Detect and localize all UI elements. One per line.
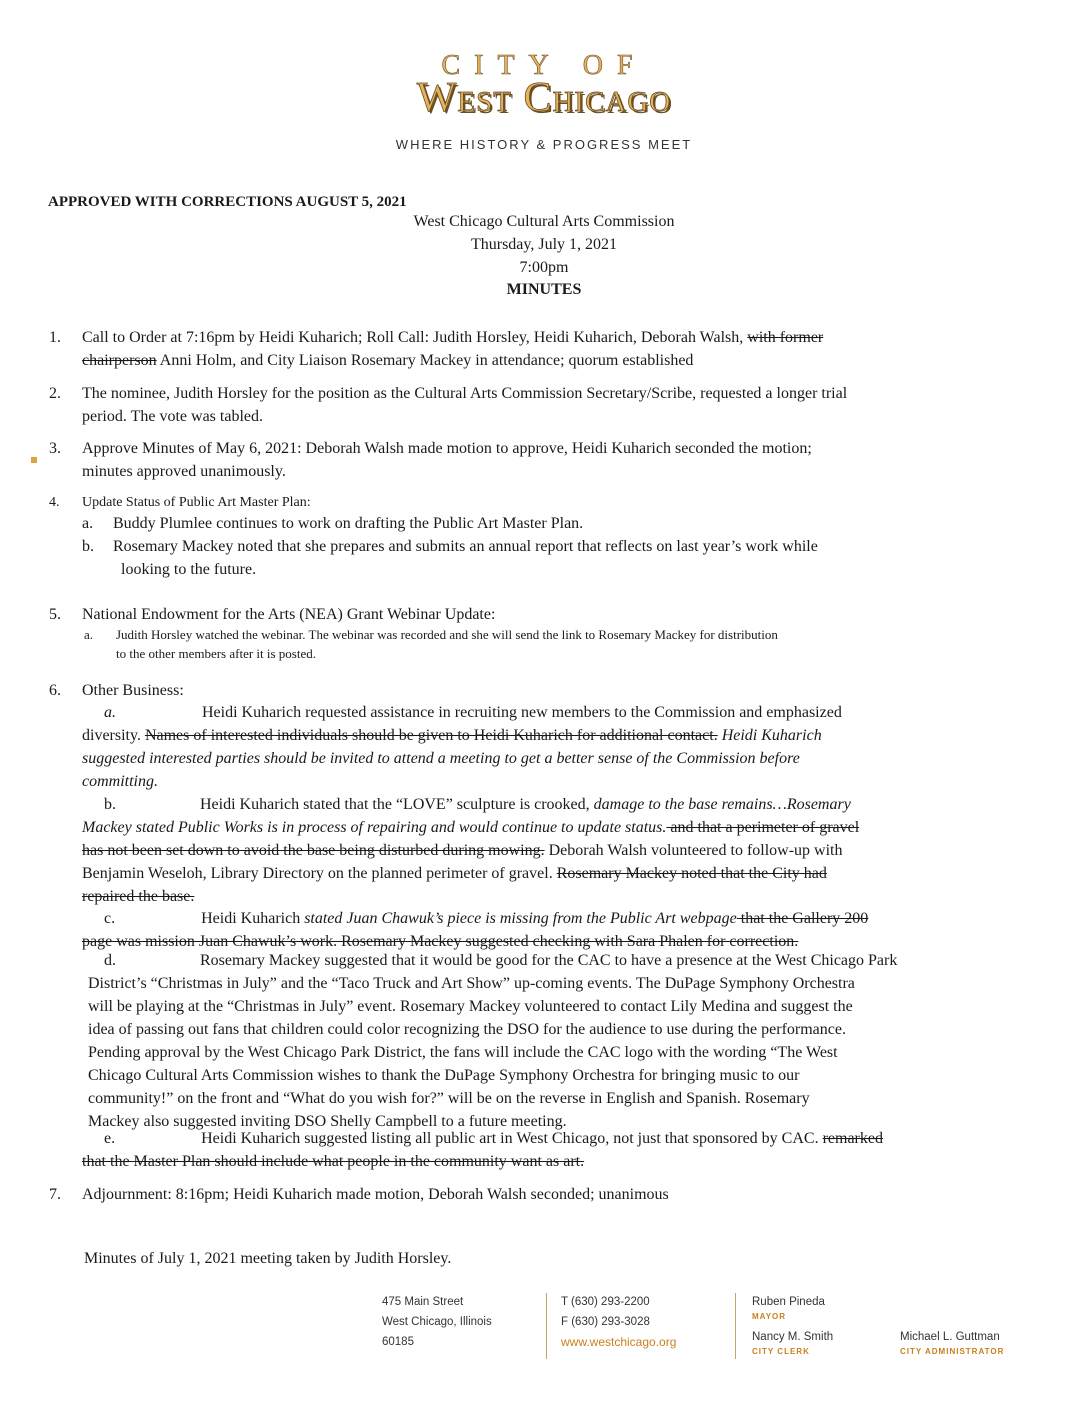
footer-mayor: Ruben Pineda MAYOR bbox=[752, 1296, 825, 1321]
item-nominee: The nominee, Judith Horsley for the position as the Cultural Arts Commission Secretary/Scribe, requested a longer trial period. The vote was tabled. bbox=[82, 385, 848, 425]
item-number: 5. bbox=[49, 606, 61, 623]
item-number: 6. bbox=[49, 682, 61, 699]
sub-label: a. bbox=[84, 627, 94, 642]
minutes-taken-by: Minutes of July 1, 2021 meeting taken by Judith Horsley. bbox=[84, 1250, 452, 1267]
other-business-c: c. Heidi Kuharich stated Juan Chawuk’s piece is missing from the Public Art webpage that the Gallery 200 page was mission Juan Chawuk’s work. Rosemary Mackey suggested checking with Sara Phalen for correction. bbox=[82, 910, 869, 950]
footer-divider bbox=[546, 1293, 547, 1359]
other-business-b: b. Heidi Kuharich stated that the “LOVE” sculpture is crooked, damage to the base remains…Rosemary Mackey stated Public Works is in process of repairing and would continue to update status. and that a perimeter of gravel has not been set down to avoid the base being disturbed during mowing. Deborah Walsh volunteered to follow-up with Benjamin Weseloh, Library Directory on the planned perimeter of gravel. Rosemary Mackey noted that the City had repaired the base. bbox=[82, 796, 860, 905]
sub-label: b. bbox=[82, 538, 94, 555]
sub-label: a. bbox=[82, 515, 94, 532]
footer-clerk: Nancy M. Smith CITY CLERK bbox=[752, 1331, 834, 1356]
item-master-plan-title: Update Status of Public Art Master Plan: bbox=[82, 495, 311, 510]
meeting-date: Thursday, July 1, 2021 bbox=[470, 236, 618, 253]
item-number: 4. bbox=[49, 495, 60, 510]
item-number: 7. bbox=[49, 1186, 61, 1203]
meeting-time: 7:00pm bbox=[519, 259, 569, 276]
item-adjournment: Adjournment: 8:16pm; Heidi Kuharich made motion, Deborah Walsh seconded; unanimous bbox=[82, 1186, 669, 1203]
margin-mark bbox=[31, 457, 37, 463]
footer-address: 475 Main Street West Chicago, Illinois 60185 bbox=[382, 1296, 492, 1348]
logo-city-of: CITY OF bbox=[441, 50, 647, 81]
approval-status: APPROVED WITH CORRECTIONS AUGUST 5, 2021 bbox=[48, 194, 407, 210]
item-number: 1. bbox=[49, 329, 61, 346]
commission-name: West Chicago Cultural Arts Commission bbox=[413, 213, 675, 230]
footer-administrator: Michael L. Guttman CITY ADMINISTRATOR bbox=[900, 1331, 1005, 1356]
item-call-to-order: Call to Order at 7:16pm by Heidi Kuharich; Roll Call: Judith Horsley, Heidi Kuharich, Deborah Walsh, with former chairperson Anni Holm, and City Liaison Rosemary Mackey in attendance; quorum established bbox=[82, 329, 824, 369]
other-business-e: e. Heidi Kuharich suggested listing all public art in West Chicago, not just that sponsored by CAC. remarked that the Master Plan should include what people in the community want as art. bbox=[82, 1130, 883, 1170]
other-business-a: a. Heidi Kuharich requested assistance in recruiting new members to the Commission and emphasized diversity. Names of interested individuals should be given to Heidi Kuharich for additional contact. Heidi Kuharich suggested interested parties should be invited to attend a meeting to get a better sense of the Commission before committing. bbox=[82, 704, 842, 790]
item-number: 3. bbox=[49, 440, 61, 457]
master-plan-b: Rosemary Mackey noted that she prepares and submits an annual report that reflects on last year’s work while looking to the future. bbox=[113, 538, 818, 578]
footer-contact: T (630) 293-2200 F (630) 293-3028 www.westchicago.org bbox=[561, 1292, 676, 1352]
document-title: MINUTES bbox=[506, 281, 582, 298]
item-other-business-title: Other Business: bbox=[82, 682, 184, 699]
logo-west-chicago: West Chicago bbox=[416, 75, 672, 121]
nea-a: Judith Horsley watched the webinar. The webinar was recorded and she will send the link to Rosemary Mackey for distribution to the other members after it is posted. bbox=[116, 627, 778, 661]
logo-tagline: WHERE HISTORY & PROGRESS MEET bbox=[395, 137, 693, 152]
website-link[interactable]: www.westchicago.org bbox=[561, 1335, 677, 1349]
master-plan-a: Buddy Plumlee continues to work on drafting the Public Art Master Plan. bbox=[113, 515, 584, 532]
item-number: 2. bbox=[49, 385, 61, 402]
item-approve-minutes: Approve Minutes of May 6, 2021: Deborah Walsh made motion to approve, Heidi Kuharich seconded the motion; minutes approved unanimously. bbox=[82, 440, 812, 480]
item-nea-title: National Endowment for the Arts (NEA) Grant Webinar Update: bbox=[82, 606, 496, 623]
other-business-d: d. Rosemary Mackey suggested that it would be good for the CAC to have a presence at the West Chicago Park District’s “Christmas in July” and the “Taco Truck and Art Show” up-coming events. The DuPage Symphony Orchestra will be playing at the “Christmas in July” event. Rosemary Mackey volunteered to contact Lily Medina and suggest the idea of passing out fans that children could color recognizing the DSO for the audience to use during the performance. Pending approval by the West Chicago Park District, the fans will include the CAC logo with the wording “The West Chicago Cultural Arts Commission wishes to thank the DuPage Symphony Orchestra for bringing music to our community!” on the front and “What do you wish for?” will be on the reverse in English and Spanish. Rosemary Mackey also suggested inviting DSO Shelly Campbell to a future meeting. bbox=[88, 952, 898, 1130]
footer-divider bbox=[735, 1293, 736, 1359]
